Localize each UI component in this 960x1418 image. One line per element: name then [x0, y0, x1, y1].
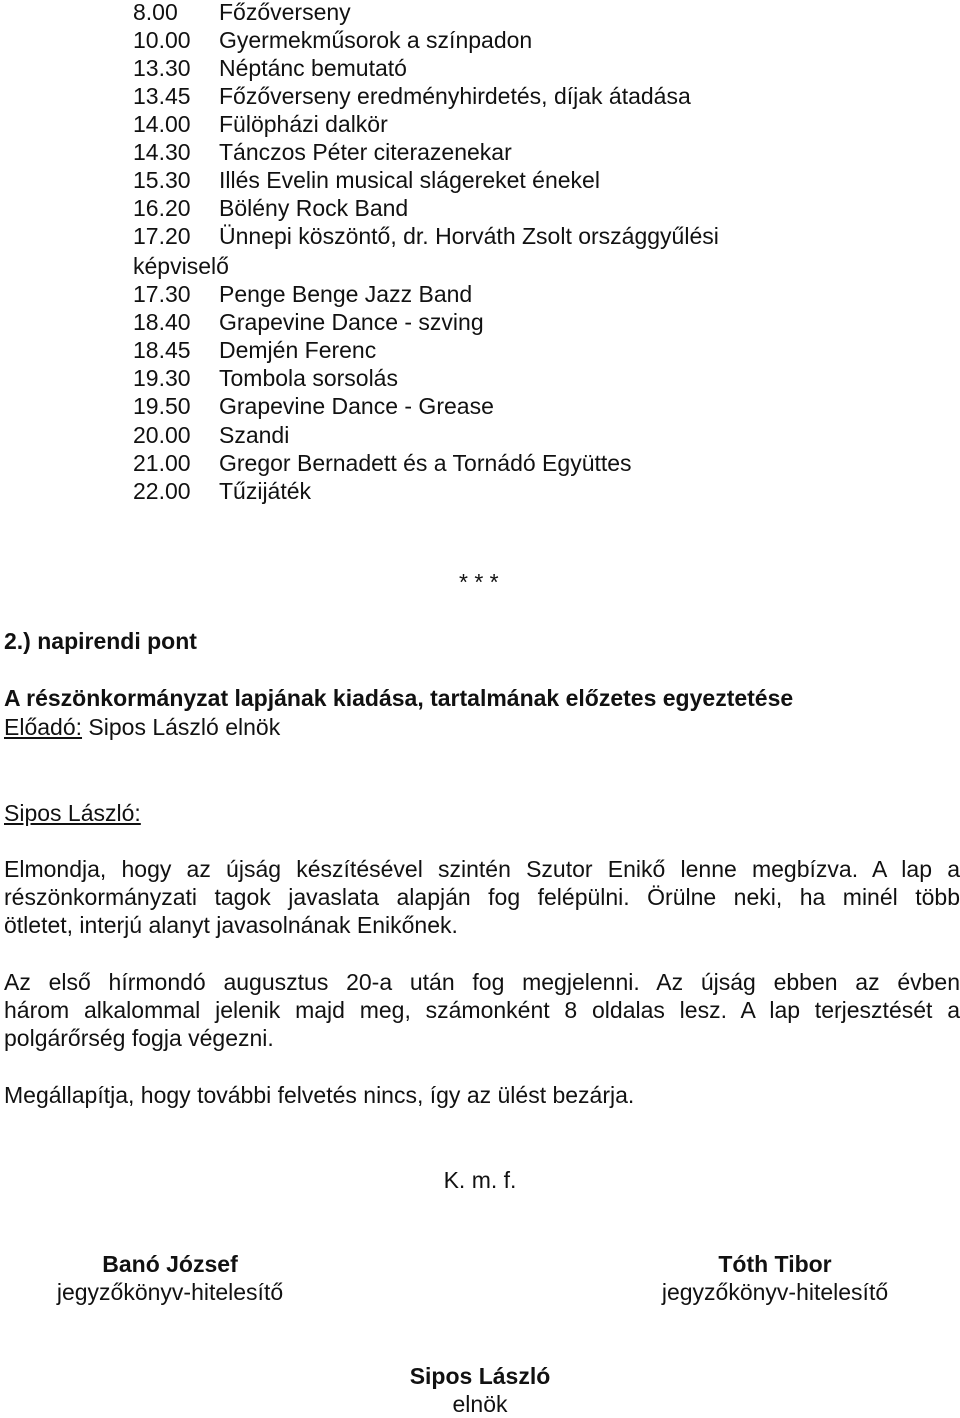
speaker-label: Sipos László:	[4, 800, 141, 826]
paragraph-line: ötletet, interjú alanyt javasolnának Enikőnek.	[4, 912, 458, 938]
schedule-row: 21.00 Gregor Bernadett és a Tornádó Együttes	[133, 450, 632, 476]
schedule-row: 18.40 Grapevine Dance - szving	[133, 309, 484, 335]
signature-left-name: Banó József	[102, 1251, 238, 1277]
agenda-title: A részönkormányzat lapjának kiadása, tartalmának előzetes egyeztetése	[4, 685, 794, 711]
schedule-row: 13.45 Főzőverseny eredményhirdetés, díjak átadása	[133, 83, 691, 109]
signature-right	[625, 1250, 925, 1306]
schedule-row: 15.30 Illés Evelin musical slágereket énekel	[133, 167, 600, 193]
paragraph-line: polgárőrség fogja végezni.	[4, 1025, 274, 1051]
schedule-row: 13.30 Néptánc bemutató	[133, 55, 407, 81]
paragraph-line: Az első hírmondó augusztus 20-a után fog megjelenni. Az újság ebben az évben	[4, 969, 960, 995]
signature-right-name: Tóth Tibor	[718, 1251, 832, 1277]
schedule-row: 17.20 Ünnepi köszöntő, dr. Horváth Zsolt országgyűlési	[133, 223, 719, 249]
presenter-name: Sipos László elnök	[82, 714, 281, 740]
schedule-row: 22.00 Tűzijáték	[133, 478, 312, 504]
paragraph-line: részönkormányzati tagok javaslata alapján fog felépülni. Örülne neki, ha minél több	[4, 884, 960, 910]
signature-left-role: jegyzőkönyv-hitelesítő	[56, 1279, 284, 1305]
signature-chair	[330, 1362, 630, 1418]
schedule-row: 20.00 Szandi	[133, 422, 290, 448]
kmf-mark: K. m. f.	[443, 1167, 517, 1193]
schedule-row: 10.00 Gyermekműsorok a színpadon	[133, 27, 533, 53]
signature-left	[20, 1250, 320, 1306]
schedule-row: 18.45 Demjén Ferenc	[133, 337, 377, 363]
section-separator: * * *	[459, 569, 499, 595]
schedule-row: 14.00 Fülöpházi dalkör	[133, 111, 388, 137]
schedule-row: 19.50 Grapevine Dance - Grease	[133, 393, 494, 419]
paragraph-line: Elmondja, hogy az újság készítésével szintén Szutor Enikő lenne megbízva. A lap a	[4, 856, 960, 882]
schedule-row: 19.30 Tombola sorsolás	[133, 365, 398, 391]
schedule-row: 17.30 Penge Benge Jazz Band	[133, 281, 473, 307]
closing-paragraph: Megállapítja, hogy további felvetés nincs, így az ülést bezárja.	[4, 1082, 635, 1108]
signature-right-role: jegyzőkönyv-hitelesítő	[661, 1279, 889, 1305]
presenter-line	[4, 713, 280, 741]
agenda-point-heading: 2.) napirendi pont	[4, 628, 197, 654]
schedule-row: 16.20 Bölény Rock Band	[133, 195, 409, 221]
schedule-row: 14.30 Tánczos Péter citerazenekar	[133, 139, 512, 165]
schedule-row-continuation: képviselő	[133, 253, 229, 279]
signature-chair-role: elnök	[452, 1391, 508, 1417]
schedule-row: 8.00 Főzőverseny	[133, 0, 351, 25]
paragraph-line: három alkalommal jelenik majd meg, számonként 8 oldalas lesz. A lap terjesztését a	[4, 997, 960, 1023]
signature-chair-name: Sipos László	[409, 1363, 551, 1389]
presenter-label: Előadó:	[4, 714, 83, 740]
